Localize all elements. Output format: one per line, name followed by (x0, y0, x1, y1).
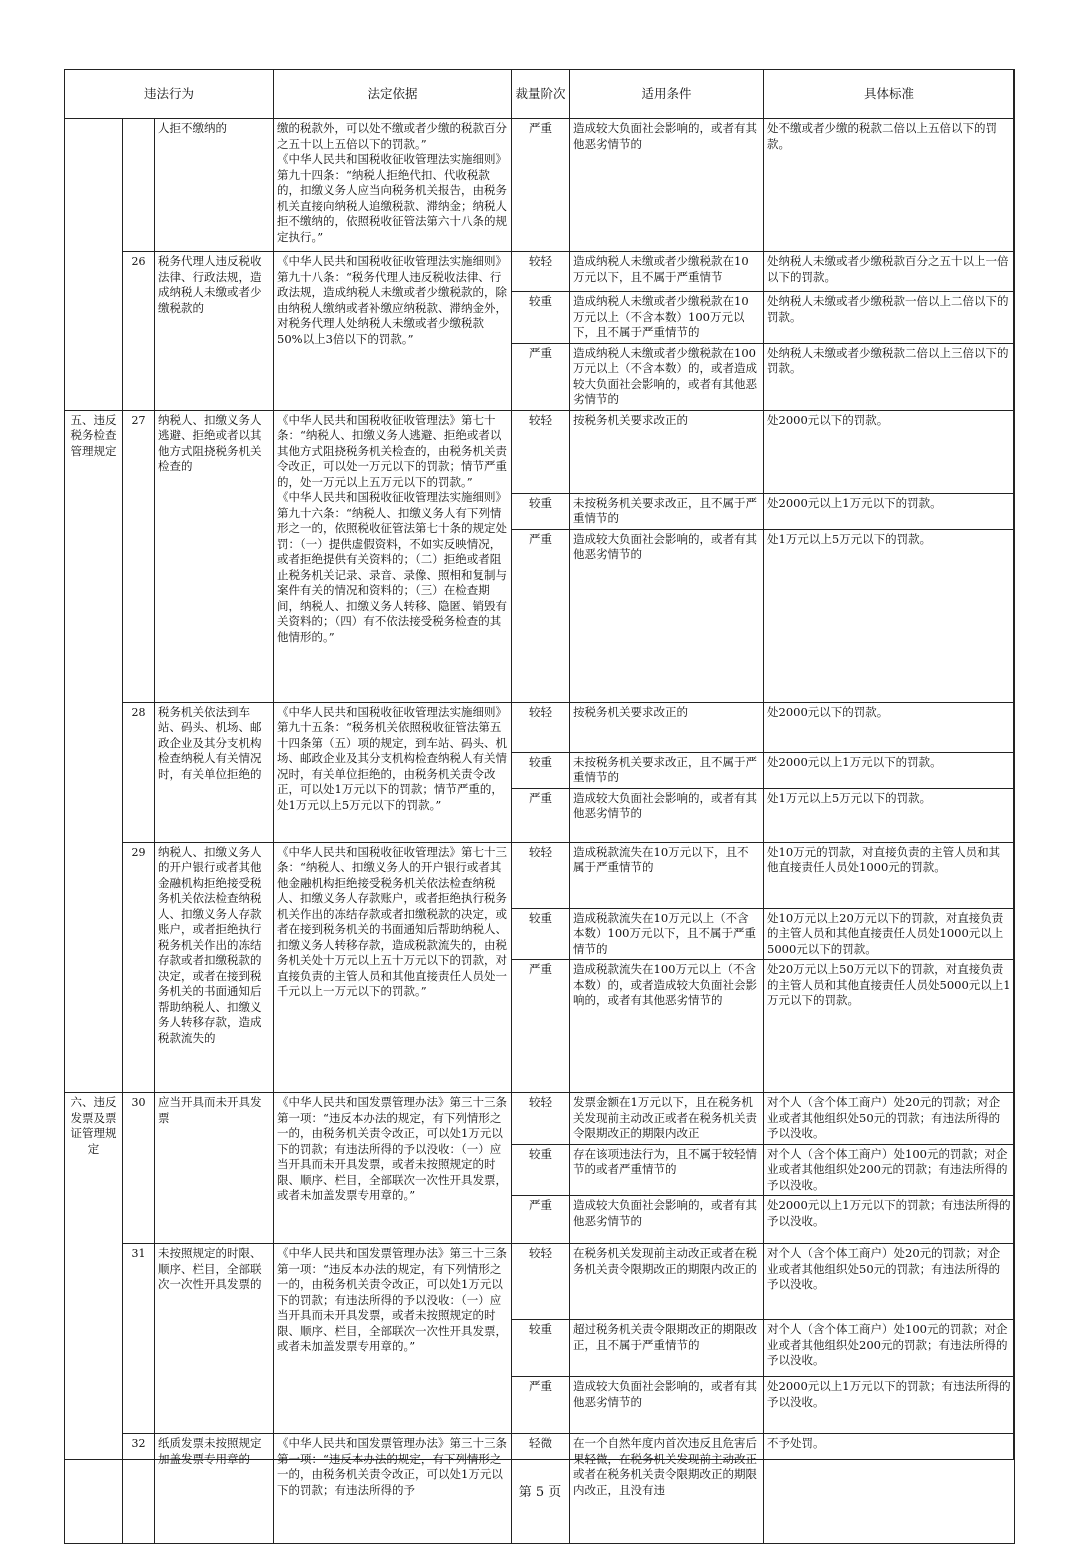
condition-cell: 造成较大负面社会影响的，或者有其他恶劣情节的 (570, 788, 764, 842)
condition-cell: 造成较大负面社会影响的，或者有其他恶劣情节的 (570, 529, 764, 702)
standard-cell: 不予处罚。 (764, 1434, 1015, 1544)
item-number: 26 (123, 252, 155, 411)
basis-cell: 《中华人民共和国税收征收管理法》第七十条：“纳税人、扣缴义务人逃避、拒绝或者以其他方式阻挠税务机关检查的，由税务机关责令改正，可以处一万元以下的罚款；情节严重的，处一万元以上五万元以下的罚款。” 《中华人民共和国税收征收管理法实施细则》第九十六条：“纳税人、扣缴义务人有下列情形之一的，依照税收征管法第七十条的规定处罚：（一）提供虚假资料，不如实反映情况，或者拒绝提供有关资料的；（二）拒绝或者阻止税务机关记录、录音、录像、照相和复制与案件有关的情况和资料的；（三）在检查期间，纳税人、扣缴义务人转移、隐匿、销毁有关资料的；（四）有不依法接受税务检查的其他情形的。” (274, 410, 512, 702)
level-cell: 较轻 (512, 252, 570, 292)
item-number: 29 (123, 842, 155, 1093)
standard-cell: 处纳税人未缴或者少缴税款一倍以上二倍以下的罚款。 (764, 292, 1015, 344)
level-cell: 轻微 (512, 1434, 570, 1544)
standard-cell: 处纳税人未缴或者少缴税款百分之五十以上一倍以下的罚款。 (764, 252, 1015, 292)
standard-cell: 处10万元以上20万元以下的罚款，对直接负责的主管人员和其他直接责任人员处1000元以上5000元以下的罚款。 (764, 908, 1015, 960)
condition-cell: 按税务机关要求改正的 (570, 702, 764, 752)
standard-cell: 处2000元以下的罚款。 (764, 410, 1015, 493)
standard-cell: 处1万元以上5万元以下的罚款。 (764, 529, 1015, 702)
condition-cell: 造成税款流失在10万元以上（不含本数）100万元以下，且不属于严重情节的 (570, 908, 764, 960)
standard-cell: 处2000元以上1万元以下的罚款；有违法所得的予以没收。 (764, 1377, 1015, 1434)
condition-cell: 未按税务机关要求改正，且不属于严重情节的 (570, 752, 764, 788)
header-condition: 适用条件 (570, 70, 764, 119)
condition-cell: 造成较大负面社会影响的，或者有其他恶劣情节的 (570, 119, 764, 252)
level-cell: 较重 (512, 1144, 570, 1196)
level-cell: 较轻 (512, 702, 570, 752)
standard-cell: 处20万元以上50万元以下的罚款，对直接负责的主管人员和其他直接责任人员处5000元以上1万元以下的罚款。 (764, 960, 1015, 1093)
level-cell: 严重 (512, 788, 570, 842)
condition-cell: 造成税款流失在10万元以下，且不属于严重情节的 (570, 842, 764, 908)
behavior-cell: 人拒不缴纳的 (155, 119, 274, 252)
behavior-cell: 纸质发票未按照规定加盖发票专用章的 (155, 1434, 274, 1544)
level-cell: 严重 (512, 119, 570, 252)
item-number: 28 (123, 702, 155, 842)
condition-cell: 造成税款流失在100万元以上（不含本数）的，或者造成较大负面社会影响的，或者有其他恶劣情节的 (570, 960, 764, 1093)
condition-cell: 存在该项违法行为，且不属于较轻情节的或者严重情节的 (570, 1144, 764, 1196)
condition-cell: 在一个自然年度内首次违反且危害后果轻微，在税务机关发现前主动改正或者在税务机关责令限期改正的期限内改正，且没有违 (570, 1434, 764, 1544)
standard-cell: 处1万元以上5万元以下的罚款。 (764, 788, 1015, 842)
condition-cell: 造成纳税人未缴或者少缴税款在100万元以上（不含本数）的，或者造成较大负面社会影响的，或者有其他恶劣情节的 (570, 343, 764, 410)
level-cell: 较重 (512, 292, 570, 344)
condition-cell: 发票金额在1万元以下，且在税务机关发现前主动改正或者在税务机关责令限期改正的期限内改正 (570, 1093, 764, 1145)
condition-cell: 造成较大负面社会影响的，或者有其他恶劣情节的 (570, 1377, 764, 1434)
behavior-cell: 税务机关依法到车站、码头、机场、邮政企业及其分支机构检查纳税人有关情况时，有关单位拒绝的 (155, 702, 274, 842)
table-row (65, 702, 1015, 752)
level-cell: 较重 (512, 752, 570, 788)
condition-cell: 造成纳税人未缴或者少缴税款在10万元以下，且不属于严重情节 (570, 252, 764, 292)
level-cell: 较重 (512, 908, 570, 960)
condition-cell: 在税务机关发现前主动改正或者在税务机关责令限期改正的期限内改正的 (570, 1244, 764, 1320)
penalty-table-container (64, 69, 1014, 1544)
item-number: 31 (123, 1244, 155, 1434)
basis-cell: 《中华人民共和国税收征收管理法》第七十三条：“纳税人、扣缴义务人的开户银行或者其他金融机构拒绝接受税务机关依法检查纳税人、扣缴义务人存款账户，或者拒绝执行税务机关作出的冻结存款或者扣缴税款的决定，或者在接到税务机关的书面通知后帮助纳税人、扣缴义务人转移存款，造成税款流失的，由税务机关处十万元以上五十万元以下的罚款，对直接负责的主管人员和其他直接责任人员处一千元以上一万元以下的罚款。” (274, 842, 512, 1093)
behavior-cell: 应当开具而未开具发票 (155, 1093, 274, 1244)
table-row (65, 1093, 1015, 1145)
basis-cell: 缴的税款外，可以处不缴或者少缴的税款百分之五十以上五倍以下的罚款。” 《中华人民共和国税收征收管理法实施细则》第九十四条：“纳税人拒绝代扣、代收税款的，扣缴义务人应当向税务机关报告，由税务机关直接向纳税人追缴税款、滞纳金；纳税人拒不缴纳的，依照税收征管法第六十八条的规定执行。” (274, 119, 512, 252)
page-number: 第 5 页 (518, 1485, 562, 1500)
basis-cell: 《中华人民共和国发票管理办法》第三十三条第一项：“违反本办法的规定，有下列情形之一的，由税务机关责令改正，可以处1万元以下的罚款；有违法所得的予以没收：（一）应当开具而未开具发票，或者未按照规定的时限、顺序、栏目，全部联次一次性开具发票，或者未加盖发票专用章的。” (274, 1244, 512, 1434)
item-number: 32 (123, 1434, 155, 1544)
condition-cell: 按税务机关要求改正的 (570, 410, 764, 493)
category-cell: 五、违反税务检查管理规定 (65, 410, 123, 1093)
behavior-cell: 未按照规定的时限、顺序、栏目，全部联次一次性开具发票的 (155, 1244, 274, 1434)
item-number: 27 (123, 410, 155, 702)
table-body (65, 119, 1015, 1544)
header-standard: 具体标准 (764, 70, 1015, 119)
condition-cell: 超过税务机关责令限期改正的期限改正，且不属于严重情节的 (570, 1320, 764, 1377)
item-number: 30 (123, 1093, 155, 1244)
behavior-cell: 纳税人、扣缴义务人逃避、拒绝或者以其他方式阻挠税务机关检查的 (155, 410, 274, 702)
level-cell: 严重 (512, 343, 570, 410)
table-header-row (65, 70, 1015, 119)
standard-cell: 对个人（含个体工商户）处100元的罚款；对企业或者其他组织处200元的罚款；有违法所得的予以没收。 (764, 1320, 1015, 1377)
behavior-cell: 纳税人、扣缴义务人的开户银行或者其他金融机构拒绝接受税务机关依法检查纳税人、扣缴义务人存款账户，或者拒绝执行税务机关作出的冻结存款或者扣缴税款的决定，或者在接到税务机关的书面通知后帮助纳税人、扣缴义务人转移存款，造成税款流失的 (155, 842, 274, 1093)
category-cell: 六、违反发票及票证管理规定 (65, 1093, 123, 1544)
basis-cell: 《中华人民共和国发票管理办法》第三十三条第一项：“违反本办法的规定，有下列情形之一的，由税务机关责令改正，可以处1万元以下的罚款；有违法所得的予 (274, 1434, 512, 1544)
standard-cell: 处不缴或者少缴的税款二倍以上五倍以下的罚款。 (764, 119, 1015, 252)
level-cell: 严重 (512, 1377, 570, 1434)
level-cell: 严重 (512, 529, 570, 702)
standard-cell: 处纳税人未缴或者少缴税款二倍以上三倍以下的罚款。 (764, 343, 1015, 410)
level-cell: 较重 (512, 1320, 570, 1377)
standard-cell: 处2000元以上1万元以下的罚款。 (764, 752, 1015, 788)
standard-cell: 处2000元以下的罚款。 (764, 702, 1015, 752)
condition-cell: 造成较大负面社会影响的，或者有其他恶劣情节的 (570, 1196, 764, 1244)
item-number (123, 119, 155, 252)
basis-cell: 《中华人民共和国税收征收管理法实施细则》第九十五条：“税务机关依照税收征管法第五十四条第（五）项的规定，到车站、码头、机场、邮政企业及其分支机构检查纳税人有关情况时，有关单位拒绝的，由税务机关责令改正，可以处1万元以下的罚款；情节严重的，处1万元以上5万元以下的罚款。” (274, 702, 512, 842)
category-cell (65, 119, 123, 411)
header-basis: 法定依据 (274, 70, 512, 119)
level-cell: 严重 (512, 960, 570, 1093)
header-behavior: 违法行为 (65, 70, 274, 119)
level-cell: 较轻 (512, 1093, 570, 1145)
penalty-standards-table (64, 69, 1015, 1544)
basis-cell: 《中华人民共和国税收征收管理法实施细则》第九十八条：“税务代理人违反税收法律、行政法规，造成纳税人未缴或者少缴税款的，除由纳税人缴纳或者补缴应纳税款、滞纳金外，对税务代理人处纳税人未缴或者少缴税款50%以上3倍以下的罚款。” (274, 252, 512, 411)
standard-cell: 对个人（含个体工商户）处20元的罚款；对企业或者其他组织处50元的罚款；有违法所得的予以没收。 (764, 1093, 1015, 1145)
standard-cell: 处2000元以上1万元以下的罚款；有违法所得的予以没收。 (764, 1196, 1015, 1244)
level-cell: 严重 (512, 1196, 570, 1244)
level-cell: 较轻 (512, 410, 570, 493)
table-row (65, 410, 1015, 493)
table-row (65, 252, 1015, 292)
level-cell: 较轻 (512, 1244, 570, 1320)
condition-cell: 造成纳税人未缴或者少缴税款在10万元以上（不含本数）100万元以下，且不属于严重情节的 (570, 292, 764, 344)
behavior-cell: 税务代理人违反税收法律、行政法规，造成纳税人未缴或者少缴税款的 (155, 252, 274, 411)
level-cell: 较重 (512, 493, 570, 529)
standard-cell: 处2000元以上1万元以下的罚款。 (764, 493, 1015, 529)
table-row (65, 1244, 1015, 1320)
standard-cell: 对个人（含个体工商户）处100元的罚款；对企业或者其他组织处200元的罚款；有违法所得的予以没收。 (764, 1144, 1015, 1196)
header-level: 裁量阶次 (512, 70, 570, 119)
standard-cell: 对个人（含个体工商户）处20元的罚款；对企业或者其他组织处50元的罚款；有违法所得的予以没收。 (764, 1244, 1015, 1320)
basis-cell: 《中华人民共和国发票管理办法》第三十三条第一项：“违反本办法的规定，有下列情形之一的，由税务机关责令改正，可以处1万元以下的罚款；有违法所得的予以没收：（一）应当开具而未开具发票，或者未按照规定的时限、顺序、栏目，全部联次一次性开具发票，或者未加盖发票专用章的。” (274, 1093, 512, 1244)
condition-cell: 未按税务机关要求改正，且不属于严重情节的 (570, 493, 764, 529)
level-cell: 较轻 (512, 842, 570, 908)
table-row (65, 119, 1015, 252)
standard-cell: 处10万元的罚款，对直接负责的主管人员和其他直接责任人员处1000元的罚款。 (764, 842, 1015, 908)
table-row (65, 842, 1015, 908)
